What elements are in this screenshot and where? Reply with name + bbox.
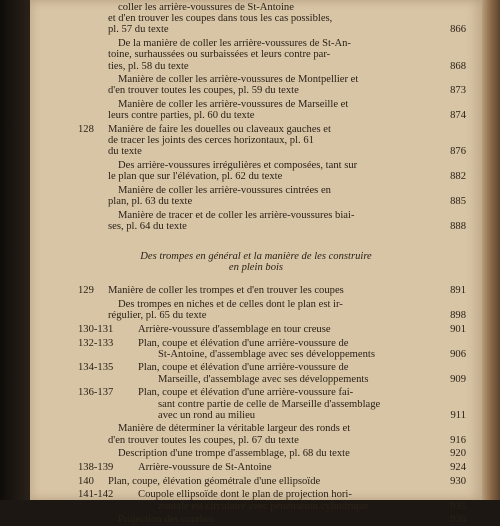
entry-page-number: 935 xyxy=(450,500,466,512)
entry-line: Manière de déterminer la véritable largeur des ronds et xyxy=(118,423,351,435)
entry-page-number: 920 xyxy=(450,448,466,460)
entry-line: sant contre partie de celle de Marseille d'assemblage xyxy=(158,398,381,410)
entry-line: zontale est circulaire avec pénétration cylindrique xyxy=(158,500,369,512)
entry-line: avec un rond au milieu xyxy=(158,409,256,421)
entry-line: Projection des courbes xyxy=(118,514,214,526)
entry-line: ties, pl. 58 du texte xyxy=(108,60,189,72)
entry-line: et d'en trouver les coupes dans tous les cas possibles, xyxy=(108,13,333,25)
entry-line: toine, surhaussées ou surbaissées et leurs contre par- xyxy=(108,49,331,61)
entry-line: d'en trouver toutes les coupes, pl. 67 du texte xyxy=(108,434,299,446)
entry-page-number: 901 xyxy=(450,323,466,335)
entry-line: Coupole ellipsoïde dont le plan de projection hori- xyxy=(138,489,352,501)
entry-page-number: 885 xyxy=(450,196,466,208)
entry-line: Manière de faire les douelles ou claveaux gauches et xyxy=(108,124,331,135)
entry-line: Arrière-voussure de St-Antoine xyxy=(138,462,272,473)
book-gutter xyxy=(0,0,30,500)
entry-page-number: 873 xyxy=(450,85,466,97)
entry-line: Arrière-voussure d'assemblage en tour creuse xyxy=(138,323,331,335)
entry-page-number: 874 xyxy=(450,110,466,122)
entry-line: du texte xyxy=(108,146,142,158)
entry-number: 140 xyxy=(78,475,94,487)
entry-line: Manière de coller les trompes et d'en trouver les coupes xyxy=(108,285,344,297)
page-edge xyxy=(482,0,500,500)
entry-page-number: 891 xyxy=(450,285,466,297)
entry-line: le plan que sur l'élévation, pl. 62 du texte xyxy=(108,171,283,183)
entry-line: Des trompes en niches et de celles dont le plan est ir- xyxy=(118,298,343,310)
entry-line: Des arrière-voussures irrégulières et composées, tant sur xyxy=(118,160,358,172)
entry-line: leurs contre parties, pl. 60 du texte xyxy=(108,110,255,122)
entry-number: 132-133 xyxy=(78,337,114,349)
entry-page-number: 868 xyxy=(450,60,466,72)
entry-number: 134-135 xyxy=(78,362,114,374)
entry-number: 128 xyxy=(78,124,94,135)
entry-line: St-Antoine, d'assemblage avec ses développements xyxy=(158,348,375,360)
entry-line: pl. 57 du texte xyxy=(108,24,169,36)
section-heading: Des trompes en général et la manière de les construire xyxy=(140,250,372,262)
entry-line: Manière de coller les arrière-voussures de Montpellier et xyxy=(118,74,359,86)
entry-page-number: 930 xyxy=(450,475,466,487)
entry-page-number: 911 xyxy=(450,409,466,421)
entry-number: 136-137 xyxy=(78,387,114,399)
entry-page-number: 888 xyxy=(450,221,466,233)
entry-line: Manière de tracer et de coller les arrière-voussures biai- xyxy=(118,209,355,221)
entry-page-number: 909 xyxy=(450,373,466,385)
entry-page-number: 876 xyxy=(450,146,466,158)
entry-page-number: 936 xyxy=(450,514,466,526)
entry-line: Plan, coupe, élévation géométrale d'une ellipsoïde xyxy=(108,475,321,487)
entry-line: régulier, pl. 65 du texte xyxy=(108,310,207,322)
entry-line: de tracer les joints des cerces horizontaux, pl. 61 xyxy=(108,135,314,147)
section-heading: en plein bois xyxy=(228,262,284,273)
entry-page-number: 898 xyxy=(450,310,466,322)
entry-number: 141-142 xyxy=(78,489,114,501)
entry-line: plan, pl. 63 du texte xyxy=(108,196,193,208)
entry-page-number: 906 xyxy=(450,348,466,360)
entry-line: Plan, coupe et élévation d'une arrière-voussure de xyxy=(138,362,349,374)
entry-line: coller les arrière-voussures de St-Antoine xyxy=(118,2,294,13)
entry-number: 130-131 xyxy=(78,323,114,335)
entry-page-number: 882 xyxy=(450,171,466,183)
entry-line: Plan, coupe et élévation d'une arrière-voussure fai- xyxy=(138,387,354,399)
entry-line: De la manière de coller les arrière-voussures de St-An- xyxy=(118,38,351,50)
entry-line: ses, pl. 64 du texte xyxy=(108,221,187,233)
entry-line: Description d'une trompe d'assemblage, pl. 68 du texte xyxy=(118,448,350,460)
entry-line: Manière de coller les arrière-voussures cintrées en xyxy=(118,185,331,196)
entry-number: 138-139 xyxy=(78,462,114,473)
entry-line: Manière de coller les arrière-voussures de Marseille et xyxy=(118,99,349,111)
entry-line: Marseille, d'assemblage avec ses développements xyxy=(158,373,369,385)
entry-line: d'en trouver toutes les coupes, pl. 59 du texte xyxy=(108,85,299,97)
entry-page-number: 924 xyxy=(450,462,466,473)
entry-line: Plan, coupe et élévation d'une arrière-voussure de xyxy=(138,337,349,349)
entry-page-number: 866 xyxy=(450,24,466,36)
entry-page-number: 916 xyxy=(450,434,466,446)
entry-number: 129 xyxy=(78,285,94,297)
book-page xyxy=(30,0,482,526)
